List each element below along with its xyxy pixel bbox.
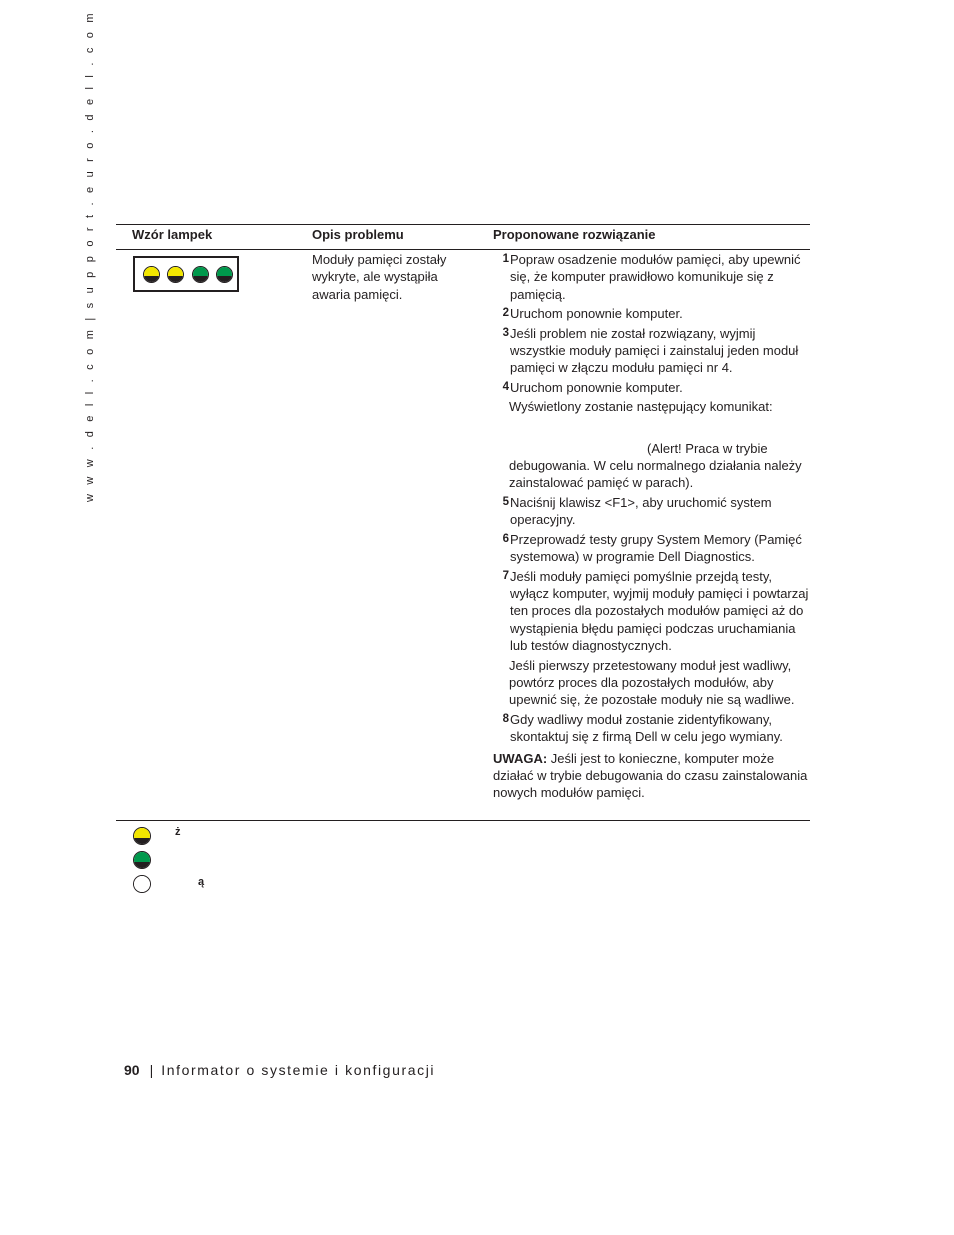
solution-cell: [493, 251, 809, 802]
solution-step: 2 Uruchom ponownie komputer.: [502, 306, 683, 322]
side-url: w w w . d e l l . c o m | s u p p o r t . e u r o . d e l l . c o m: [84, 10, 96, 502]
step7-paragraph: Jeśli pierwszy przetestowany moduł jest wadliwy, powtórz proces dla pozostałych modułów, aby upewnić się, że pozostałe moduły nie są wadliwe.: [509, 657, 795, 708]
page-number: 90: [124, 1062, 140, 1078]
table-top-rule: [116, 224, 810, 225]
header-proposed-solution: Proponowane rozwiązanie: [493, 227, 656, 242]
header-light-pattern: Wzór lampek: [132, 227, 213, 242]
alert-message: (Alert! Praca w trybie debugowania. W celu normalnego działania należy zainstalować pamięć w parach).: [509, 440, 802, 491]
solution-step: 8 Gdy wadliwy moduł zostanie zidentyfikowany, skontaktuj się z firmą Dell w celu jego wymiany.: [502, 711, 783, 745]
footer-separator: |: [149, 1062, 154, 1078]
solution-step: 4 Uruchom ponownie komputer.: [502, 379, 683, 395]
green-led-icon: [133, 851, 151, 869]
problem-description: Moduły pamięci zostały wykryte, ale wystąpiła awaria pamięci.: [312, 252, 447, 302]
solution-step: 5 Naciśnij klawisz <F1>, aby uruchomić system operacyjny.: [502, 494, 772, 528]
solution-step: 6 Przeprowadź testy grupy System Memory (Pamięć systemowa) w programie Dell Diagnostics.: [502, 531, 802, 565]
off-led-icon: [133, 875, 151, 893]
note: [493, 750, 809, 802]
solution-step: 1 Popraw osadzenie modułów pamięci, aby upewnić się, że komputer prawidłowo komunikuje się z pamięcią.: [502, 252, 801, 302]
note-label: UWAGA:: [493, 750, 548, 766]
light-4-icon: [216, 266, 233, 283]
page-footer: [124, 1062, 435, 1078]
footer-title: Informator o systemie i konfiguracji: [161, 1062, 436, 1078]
note-text: Jeśli jest to konieczne, komputer może działać w trybie debugowania do czasu zainstalowania nowych modułów pamięci.: [493, 750, 808, 801]
header-problem-description: Opis problemu: [312, 227, 404, 242]
legend-label-yellow: ż: [175, 826, 181, 838]
solution-step: 7 Jeśli moduły pamięci pomyślnie przejdą testy, wyłącz komputer, wyjmij moduły pamięci i powtarzaj ten proces dla pozostałych modułów pamięci aż do wystąpienia błędu pamięci podczas uruchamiania lub testów diagnostycznych.: [502, 568, 809, 654]
step4-paragraph: Wyświetlony zostanie następujący komunikat:: [509, 399, 773, 415]
table-header-rule: [116, 249, 810, 250]
table-bottom-rule: [116, 820, 810, 821]
light-1-icon: [143, 266, 160, 283]
yellow-led-icon: [133, 827, 151, 845]
diagnostic-lights-pattern: [133, 256, 239, 292]
light-2-icon: [167, 266, 184, 283]
light-3-icon: [192, 266, 209, 283]
legend-label-off: ą: [198, 876, 205, 888]
solution-step: 3 Jeśli problem nie został rozwiązany, wyjmij wszystkie moduły pamięci i zainstaluj jeden moduł pamięci w złączu modułu pamięci nr 4.: [502, 325, 799, 376]
